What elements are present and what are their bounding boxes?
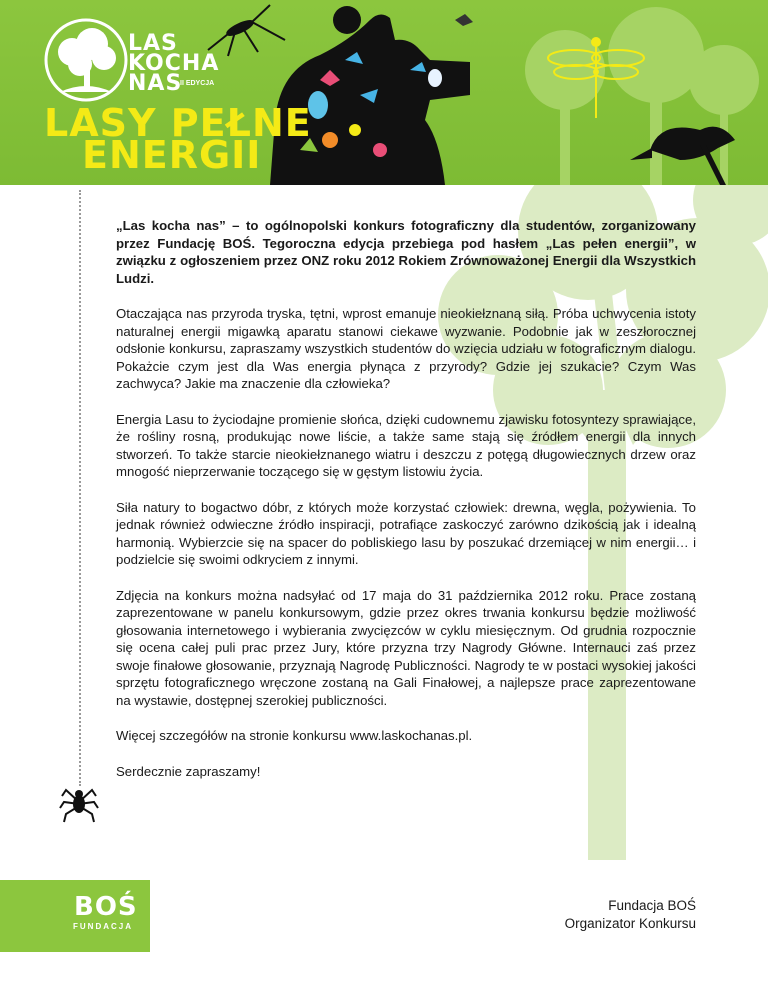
edition-label: II EDYCJA (180, 80, 215, 87)
paragraph-3: Siła natury to bogactwo dóbr, z których może korzystać człowiek: drewna, węgla, pożywienia. To jednak również odwieczne źródło inspiracji, potrafiące zaskoczyć zarówno dzikością jak i idealną harmonią. Wybierzcie się na spacer do pobliskiego lasu by poszukać drzemiącej w nim energii… i podzielcie się swoimi odkryciem z innymi. (116, 499, 696, 567)
headline-line-2: ENERGII (82, 133, 262, 177)
signature-line-1: Fundacja BOŚ (608, 898, 696, 913)
logo-line-3: NAS (128, 71, 183, 96)
blackbird-icon (630, 127, 735, 185)
dotted-thread (79, 190, 81, 786)
lead-paragraph: „Las kocha nas” – to ogólnopolski konkurs fotograficzny dla studentów, zorganizowany przez Fundację BOŚ. Tegoroczna edycja przebiega pod hasłem „Las pełen energii”, w związku z ogłoszeniem przez ONZ roku 2012 Rokiem Zrównoważonej Energii dla Wszystkich Ludzi. (116, 218, 696, 286)
mosquito-icon (208, 5, 285, 56)
signature-line-2: Organizator Konkursu (564, 916, 696, 931)
spider-icon (58, 782, 100, 824)
signature (565, 897, 696, 933)
bos-logo-text: BOŚ (74, 892, 138, 922)
logo-line-1: LAS (128, 31, 178, 56)
website-paragraph: Więcej szczegółów na stronie konkursu www.laskochanas.pl. (116, 728, 473, 743)
header-banner (0, 0, 768, 185)
letter-body (116, 217, 696, 798)
paragraph-1: Otaczająca nas przyroda tryska, tętni, wprost emanuje nieokiełznaną siłą. Próba uchwycenia istoty naturalnej energii migawką aparatu stanowi ciekawe wyzwanie. Podobnie jak w zeszłorocznej odsłonie konkursu, zapraszamy wszystkich studentów do wzięcia udziału w fotograficznym dialogu. Pokażcie czym jest dla Was energia płynąca z przyrody? Gdzie jej szukacie? Czym Was zachwyca? Jakie ma znaczenie dla człowieka? (116, 306, 696, 391)
closing-paragraph: Serdecznie zapraszamy! (116, 763, 261, 779)
paragraph-4: Zdjęcia na konkurs można nadsyłać od 17 maja do 31 października 2012 roku. Prace zostaną zaprezentowane w panelu konkursowym, gdzie przez okres trwania konkursu będzie możliwość głosowania internetowego i wybierania zwycięzców w cyklu miesięcznym. Od grudnia rozpocznie się ocena całej puli prac przez Jury, które przyzna trzy Nagrody Główne. Internauci zaś przez swoje finałowe głosowanie, przyznają Nagrodę Publiczności. Nagrody te w postaci wysokiej jakości sprzętu fotograficznego wręczone zostaną na Gali Finałowej, a najlepsze prace zaprezentowane na wystawie, dostępnej szerokiej publiczności. (116, 587, 696, 708)
bos-logo-subtitle: FUNDACJA (73, 922, 133, 931)
paragraph-2: Energia Lasu to życiodajne promienie słońca, dzięki cudownemu zjawisku fotosyntezy sprawiające, że rośliny rosną, produkując nowe liście, a także same stają się źródłem energii dla innych stworzeń. To także starcie nieokiełznanego wiatru i deszczu z potęgą długowiecznych drzew oraz mnogość nieprzerwanie toczącego się w gęstym listowiu życia. (116, 411, 696, 479)
logo-line-2: KOCHA (128, 51, 220, 76)
headline-line-1: LASY PEŁNE (44, 101, 312, 145)
tree-logo-icon (46, 20, 126, 100)
